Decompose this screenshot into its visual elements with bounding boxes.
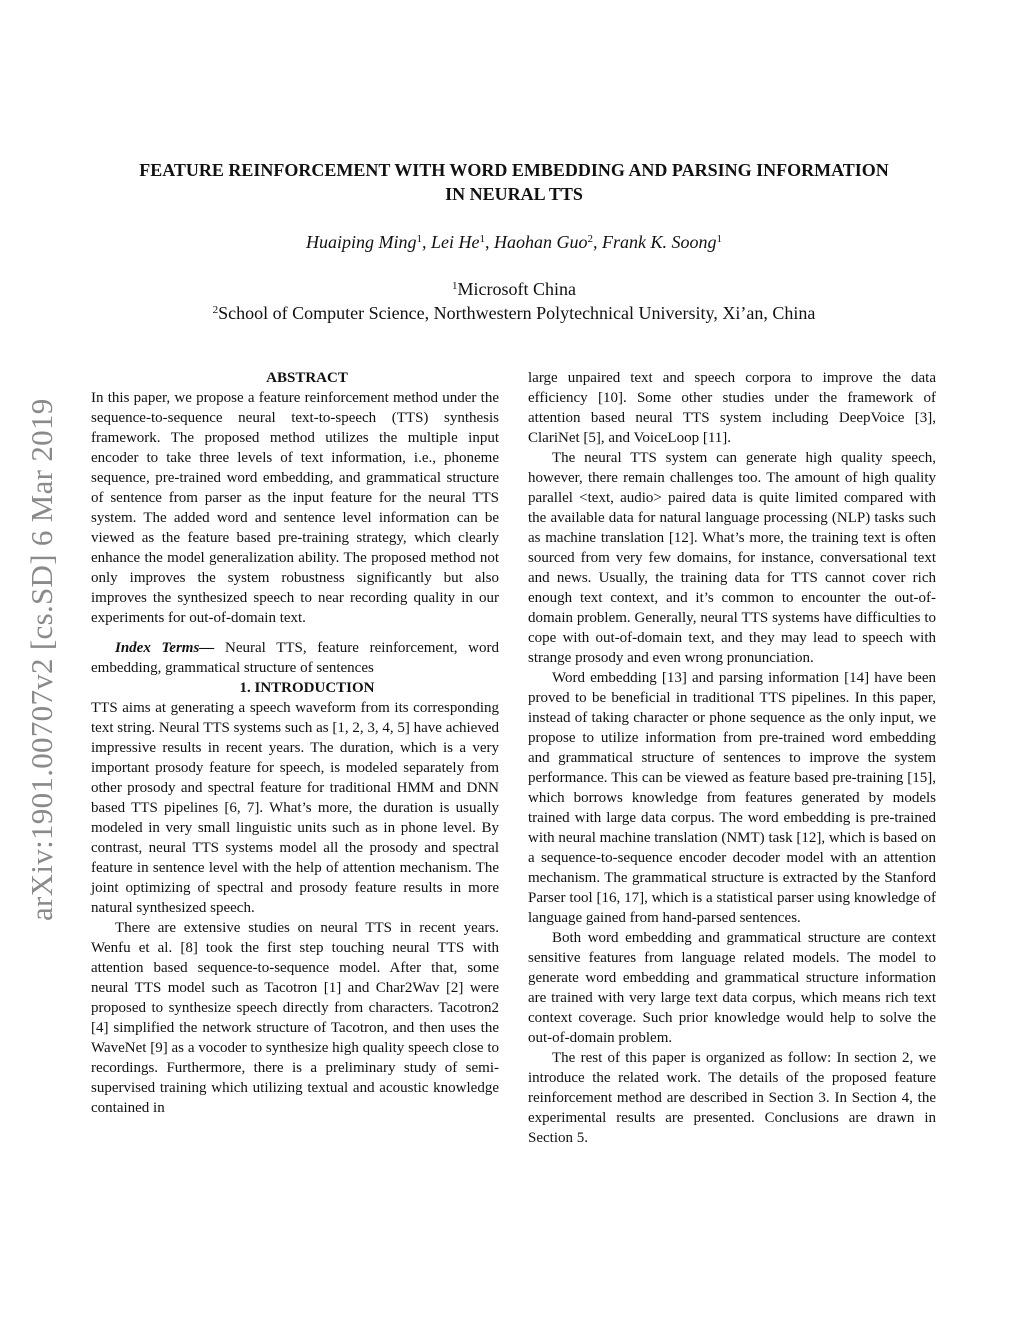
- affiliation-1: $^1$Microsoft China: [452, 279, 576, 299]
- author-1: Huaiping Ming$^1$,: [306, 232, 431, 252]
- right-column: [528, 368, 936, 1148]
- intro-paragraph-6: Both word embedding and grammatical structure are context sensitive features from language related models. The model to generate word embedding and grammatical structure information are trained with very large text data corpus, which means rich text context coverage. Such prior knowledge would help to solve the out-of-domain problem.: [528, 930, 936, 1046]
- index-terms: [91, 638, 499, 678]
- paper-title: [90, 158, 938, 206]
- author-2: Lei He$^1$,: [431, 232, 494, 252]
- author-4: Frank K. Soong$^1$: [602, 232, 722, 252]
- introduction-heading: 1. INTRODUCTION: [239, 680, 375, 696]
- intro-paragraph-2: There are extensive studies on neural TTS in recent years. Wenfu et al. [8] took the first step touching neural TTS with attention based sequence-to-sequence model. After that, some neural TTS model such as Tacotron [1] and Char2Wav [2] were proposed to synthesize speech directly from characters. Tacotron2 [4] simplified the network structure of Tacotron, and then uses the WaveNet [9] as a vocoder to synthesize high quality speech close to recordings. Furthermore, there is a preliminary study of semi-supervised training which utilizing textual and acoustic knowledge contained in: [91, 920, 499, 1116]
- abstract-heading: ABSTRACT: [266, 370, 348, 386]
- abstract-text: In this paper, we propose a feature reinforcement method under the sequence-to-sequence neural text-to-speech (TTS) synthesis framework. The proposed method utilizes the multiple input encoder to take three levels of text information, i.e., phoneme sequence, pre-trained word embedding, and grammatical structure of sentence from parser as the input feature for the neural TTS system. The added word and sentence level information can be viewed as the feature based pre-training strategy, which clearly enhance the model generalization ability. The proposed method not only improves the system robustness significantly but also improves the synthesized speech to near recording quality in our experiments for out-of-domain text.: [91, 390, 499, 626]
- arxiv-identifier: arXiv:1901.00707v2 [cs.SD] 6 Mar 2019: [24, 398, 59, 922]
- intro-paragraph-5: Word embedding [13] and parsing information [14] have been proved to be beneficial in traditional TTS pipelines. In this paper, instead of taking character or phone sequence as the only input, we propose to utilize information from pre-trained word embedding and grammatical structure of sentences to improve the system performance. This can be viewed as feature based pre-training [15], which borrows knowledge from features generated by models trained with large data corpus. The word embedding is pre-trained with neural machine translation (NMT) task [12], which is based on a sequence-to-sequence encoder decoder model with an attention mechanism. The grammatical structure is extracted by the Stanford Parser tool [16, 17], which is a statistical parser using knowledge of language gained from hand-parsed sentences.: [528, 670, 936, 926]
- index-terms-text: Neural TTS, feature reinforcement, word embedding, grammatical structure of sentences: [91, 640, 499, 676]
- affiliation-2: $^2$School of Computer Science, Northwestern Polytechnical University, Xi’an, China: [212, 303, 816, 323]
- index-terms-label: Index Terms—: [115, 640, 215, 656]
- intro-paragraph-7: The rest of this paper is organized as follow: In section 2, we introduce the related work. The details of the proposed feature reinforcement method are described in Section 3. In Section 4, the experimental results are presented. Conclusions are drawn in Section 5.: [528, 1050, 936, 1146]
- intro-paragraph-3: large unpaired text and speech corpora to improve the data efficiency [10]. Some other studies under the framework of attention based neural TTS system including DeepVoice [3], ClariNet [5], and VoiceLoop [11].: [528, 370, 936, 446]
- author-3: Haohan Guo$^2$,: [494, 232, 602, 252]
- left-column: [91, 368, 499, 1118]
- author-list: [90, 230, 938, 254]
- paper-title-line-1: FEATURE REINFORCEMENT WITH WORD EMBEDDING AND PARSING INFORMATION: [139, 160, 889, 180]
- paper-title-line-2: IN NEURAL TTS: [445, 184, 583, 204]
- intro-paragraph-4: The neural TTS system can generate high quality speech, however, there remain challenges too. The amount of high quality parallel <text, audio> paired data is quite limited compared with the available data for natural language processing (NLP) tasks such as machine translation [12]. What’s more, the training text is often sourced from very few domains, for instance, conversational text and news. Usually, the training data for TTS cannot cover rich enough text context, and it’s common to encounter the out-of-domain problem. Generally, neural TTS systems have difficulties to cope with out-of-domain text, and they may lead to speech with strange prosody and even wrong pronunciation.: [528, 450, 936, 666]
- affiliation-list: [90, 277, 938, 325]
- intro-paragraph-1: TTS aims at generating a speech waveform from its corresponding text string. Neural TTS systems such as [1, 2, 3, 4, 5] have achieved impressive results in recent years. The duration, which is a very important prosody feature for speech, is modeled separately from other prosody and spectral feature for traditional HMM and DNN based TTS pipelines [6, 7]. What’s more, the duration is usually modeled in very small linguistic units such as in phone level. By contrast, neural TTS systems model all the prosody and spectral feature in sentence level with the help of attention mechanism. The joint optimizing of spectral and prosody feature results in more natural synthesized speech.: [91, 700, 499, 916]
